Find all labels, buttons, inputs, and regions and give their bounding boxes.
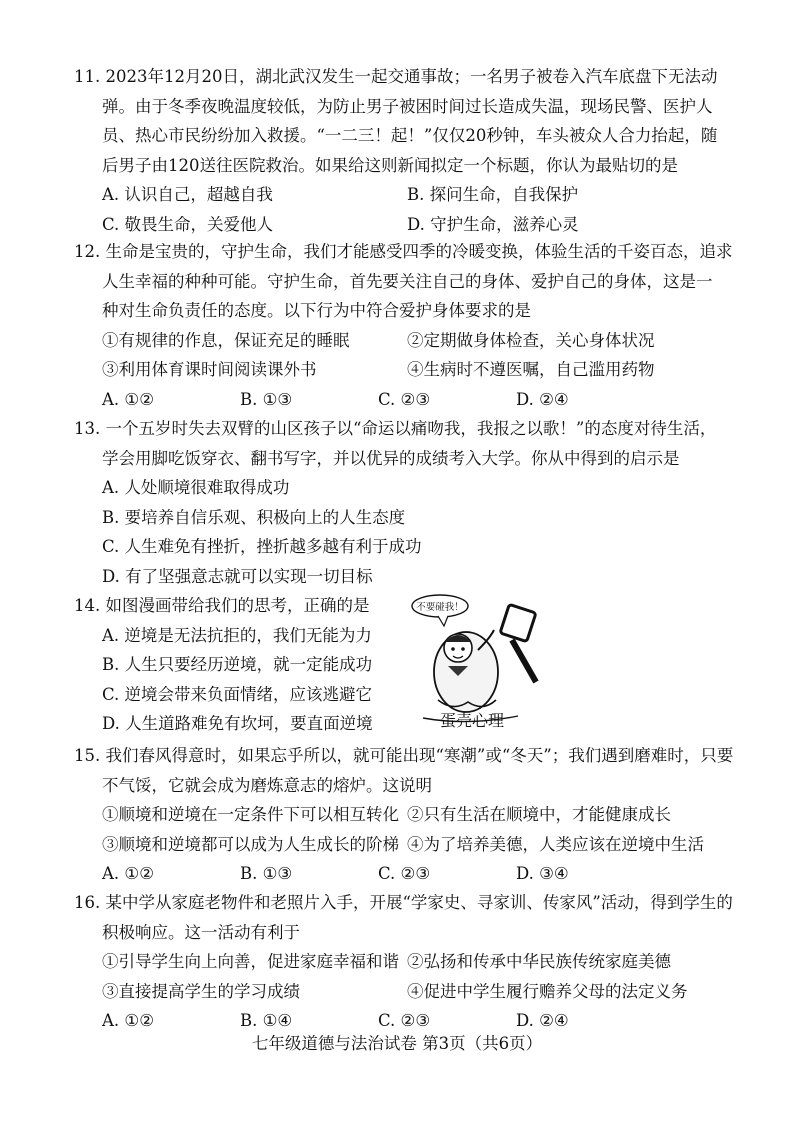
statement-row <box>74 830 724 860</box>
option-d: D. 守护生命，滋养心灵 <box>407 214 579 234</box>
question-stem-line: 不气馁，它就会成为磨炼意志的熔炉。这说明 <box>102 775 432 795</box>
statement-3: ③顺境和逆境都可以成为人生成长的阶梯 <box>102 834 399 854</box>
question-stem-line: 人生幸福的种种可能。守护生命，首先要关注自己的身体、爱护自己的身体，这是一 <box>102 271 713 291</box>
option-c: C. 敬畏生命，关爱他人 <box>102 214 274 234</box>
option-b: B. 人生只要经历逆境，就一定能成功 <box>102 655 373 674</box>
statement-row <box>74 800 724 830</box>
comic-caption: 蛋壳心理 <box>440 711 505 730</box>
option-c: C. 人生难免有挫折，挫折越多越有利于成功 <box>102 537 422 556</box>
statement-1: ①引导学生向上向善，促进家庭幸福和谐 <box>102 952 399 971</box>
option-row <box>74 859 724 889</box>
option-c: C. ②③ <box>378 864 431 883</box>
option-a: A. 认识自己，超越自我 <box>102 185 273 204</box>
option-c: C. 逆境会带来负面情绪，应该逃避它 <box>102 684 373 704</box>
statement-2: ②定期做身体检查，关心身体状况 <box>407 330 655 350</box>
statement-row <box>74 947 724 977</box>
statement-1: ①顺境和逆境在一定条件下可以相互转化 <box>102 805 399 824</box>
question-14 <box>74 591 404 739</box>
option-c: C. ②③ <box>378 1011 431 1030</box>
question-stem-line: 14. 如图漫画带给我们的思考，正确的是 <box>74 596 370 615</box>
question-12 <box>74 237 733 414</box>
option-row <box>74 385 724 415</box>
statement-row <box>74 977 724 1007</box>
option-a: A. ①② <box>102 864 154 883</box>
question-stem-line: 后男子由120送往医院救治。如果给这则新闻拟定一个标题，你认为最贴切的是 <box>102 155 678 175</box>
question-13 <box>74 414 724 591</box>
option-d: D. ②④ <box>516 1011 569 1030</box>
option-c: C. ②③ <box>378 389 431 409</box>
statement-row <box>74 355 724 385</box>
option-b: B. 要培养自信乐观、积极向上的人生态度 <box>102 507 406 527</box>
page-footer: 七年级道德与法治试卷 第3页（共6页） <box>251 1034 543 1053</box>
speech-bubble-tail <box>438 616 448 626</box>
question-stem-line: 学会用脚吃饭穿衣、翻书写字，并以优异的成绩考入大学。你从中得到的启示是 <box>102 448 680 468</box>
question-stem-line: 15. 我们春风得意时，如果忘乎所以，就可能出现“寒潮”或“冬天”；我们遇到磨难时，只要 <box>74 746 734 765</box>
statement-2: ②只有生活在顺境中，才能健康成长 <box>407 805 671 824</box>
statement-4: ④生病时不遵医嘱，自己滥用药物 <box>407 360 655 379</box>
question-stem-line: 13. 一个五岁时失去双臂的山区孩子以“命运以痛吻我，我报之以歌！”的态度对待生活， <box>74 419 717 438</box>
option-b: B. ①④ <box>240 1011 293 1030</box>
option-d: D. 有了坚强意志就可以实现一切目标 <box>102 566 373 586</box>
option-b: B. ①③ <box>240 389 293 409</box>
option-a: A. ①② <box>102 1011 154 1030</box>
question-16 <box>74 888 733 1036</box>
option-d: D. 人生道路难免有坎坷，要直面逆境 <box>102 714 373 733</box>
question-stem-line: 员、热心市民纷纷加入救援。“一二三！起！”仅仅20秒钟，车头被众人合力抬起，随 <box>102 126 718 145</box>
option-row <box>74 210 724 240</box>
question-15 <box>74 741 734 889</box>
statement-1: ①有规律的作息，保证充足的睡眠 <box>102 330 350 350</box>
option-a: A. ①② <box>102 389 154 409</box>
statement-row <box>74 326 724 356</box>
question-stem-line: 弹。由于冬季夜晚温度较低，为防止男子被困时间过长造成失温，现场民警、医护人 <box>102 96 713 116</box>
statement-2: ②弘扬和传承中华民族传统家庭美德 <box>407 952 671 971</box>
statement-3: ③利用体育课时间阅读课外书 <box>102 360 317 379</box>
option-d: D. ③④ <box>516 864 569 883</box>
option-b: B. 探问生命，自我保护 <box>407 185 579 204</box>
hammer-head <box>500 604 536 641</box>
option-row <box>74 180 724 210</box>
option-a: A. 人处顺境很难取得成功 <box>102 478 290 497</box>
option-a: A. 逆境是无法抗拒的，我们无能为力 <box>102 625 372 645</box>
option-b: B. ①③ <box>240 864 293 883</box>
hammer-handle <box>512 640 536 682</box>
question-stem-line: 12. 生命是宝贵的，守护生命，我们才能感受四季的冷暖变换，体验生活的千姿百态，追求 <box>74 242 733 261</box>
question-stem-line: 种对生命负责任的态度。以下行为中符合爱护身体要求的是 <box>102 301 531 320</box>
question-11 <box>74 62 724 239</box>
statement-4: ④促进中学生履行赡养父母的法定义务 <box>407 981 688 1001</box>
question-stem-line: 积极响应。这一活动有利于 <box>102 922 300 942</box>
statement-3: ③直接提高学生的学习成绩 <box>102 981 300 1001</box>
statement-4: ④为了培养美德，人类应该在逆境中生活 <box>407 834 704 854</box>
question-stem-line: 11. 2023年12月20日，湖北武汉发生一起交通事故；一名男子被卷入汽车底盘下无法动 <box>74 67 718 86</box>
option-d: D. ②④ <box>516 389 569 409</box>
speech-text: 不要碰我！ <box>416 602 464 613</box>
question-stem-line: 16. 某中学从家庭老物件和老照片入手，开展“学家史、寻家训、传家风”活动，得到学生的 <box>74 893 733 912</box>
